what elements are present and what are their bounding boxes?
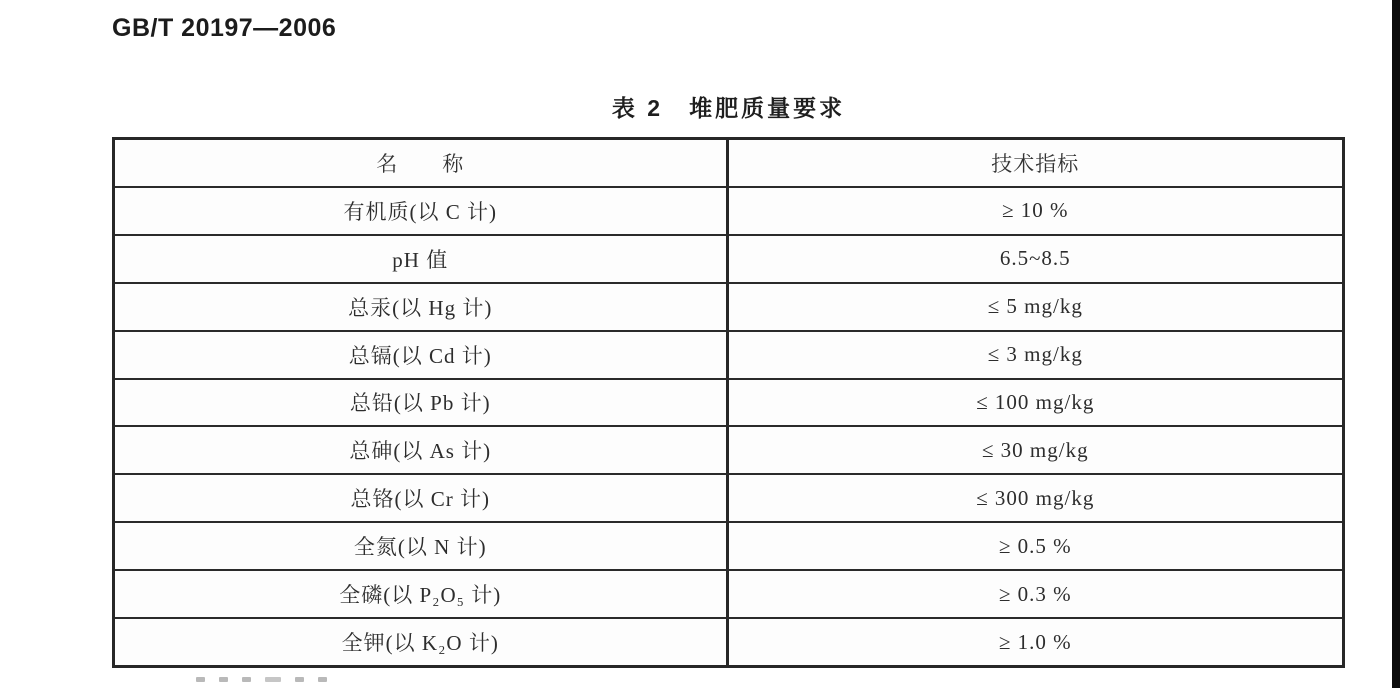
table-row: [115, 234, 1342, 282]
table-row: [115, 473, 1342, 521]
row-name: 总汞(以 Hg 计): [115, 284, 729, 330]
table-caption: 表 2 堆肥质量要求: [611, 95, 846, 121]
table-row: [115, 282, 1342, 330]
row-value: ≤ 100 mg/kg: [976, 389, 1095, 414]
row-value: ≥ 10 %: [1001, 198, 1069, 223]
row-name: 全钾(以 K₂O 计): [115, 619, 729, 665]
table-row: [115, 378, 1342, 426]
table-row: [115, 521, 1342, 569]
row-name: 总镉(以 Cd 计): [115, 332, 729, 378]
table-row: [115, 569, 1342, 617]
compost-quality-table: [112, 137, 1345, 668]
table-row: [115, 330, 1342, 378]
row-name: pH 值: [115, 236, 729, 282]
table-row: [115, 425, 1342, 473]
header-name-column: 名 称: [115, 140, 729, 186]
row-value: ≤ 3 mg/kg: [987, 342, 1083, 367]
table-row: [115, 617, 1342, 665]
scan-edge-strip: [1392, 0, 1400, 688]
row-value: 6.5~8.5: [999, 246, 1071, 271]
row-name: 总铬(以 Cr 计): [115, 475, 729, 521]
row-value: ≥ 1.0 %: [998, 629, 1072, 654]
row-name: 全磷(以 P₂O₅ 计): [115, 571, 729, 617]
row-name: 全氮(以 N 计): [115, 523, 729, 569]
table-header-row: [115, 140, 1342, 186]
row-value: ≤ 300 mg/kg: [976, 485, 1095, 510]
standard-number: GB/T 20197—2006: [112, 14, 337, 42]
row-value: ≥ 0.3 %: [998, 581, 1072, 606]
row-name: 总铅(以 Pb 计): [115, 380, 729, 426]
row-name: 有机质(以 C 计): [115, 188, 729, 234]
header-indicator-column: 技术指标: [991, 151, 1080, 176]
table-row: [115, 186, 1342, 234]
row-value: ≥ 0.5 %: [998, 533, 1072, 558]
row-name: 总砷(以 As 计): [115, 427, 729, 473]
cutoff-text-scan-artifact: [196, 677, 327, 682]
row-value: ≤ 5 mg/kg: [987, 294, 1083, 319]
row-value: ≤ 30 mg/kg: [981, 437, 1089, 462]
